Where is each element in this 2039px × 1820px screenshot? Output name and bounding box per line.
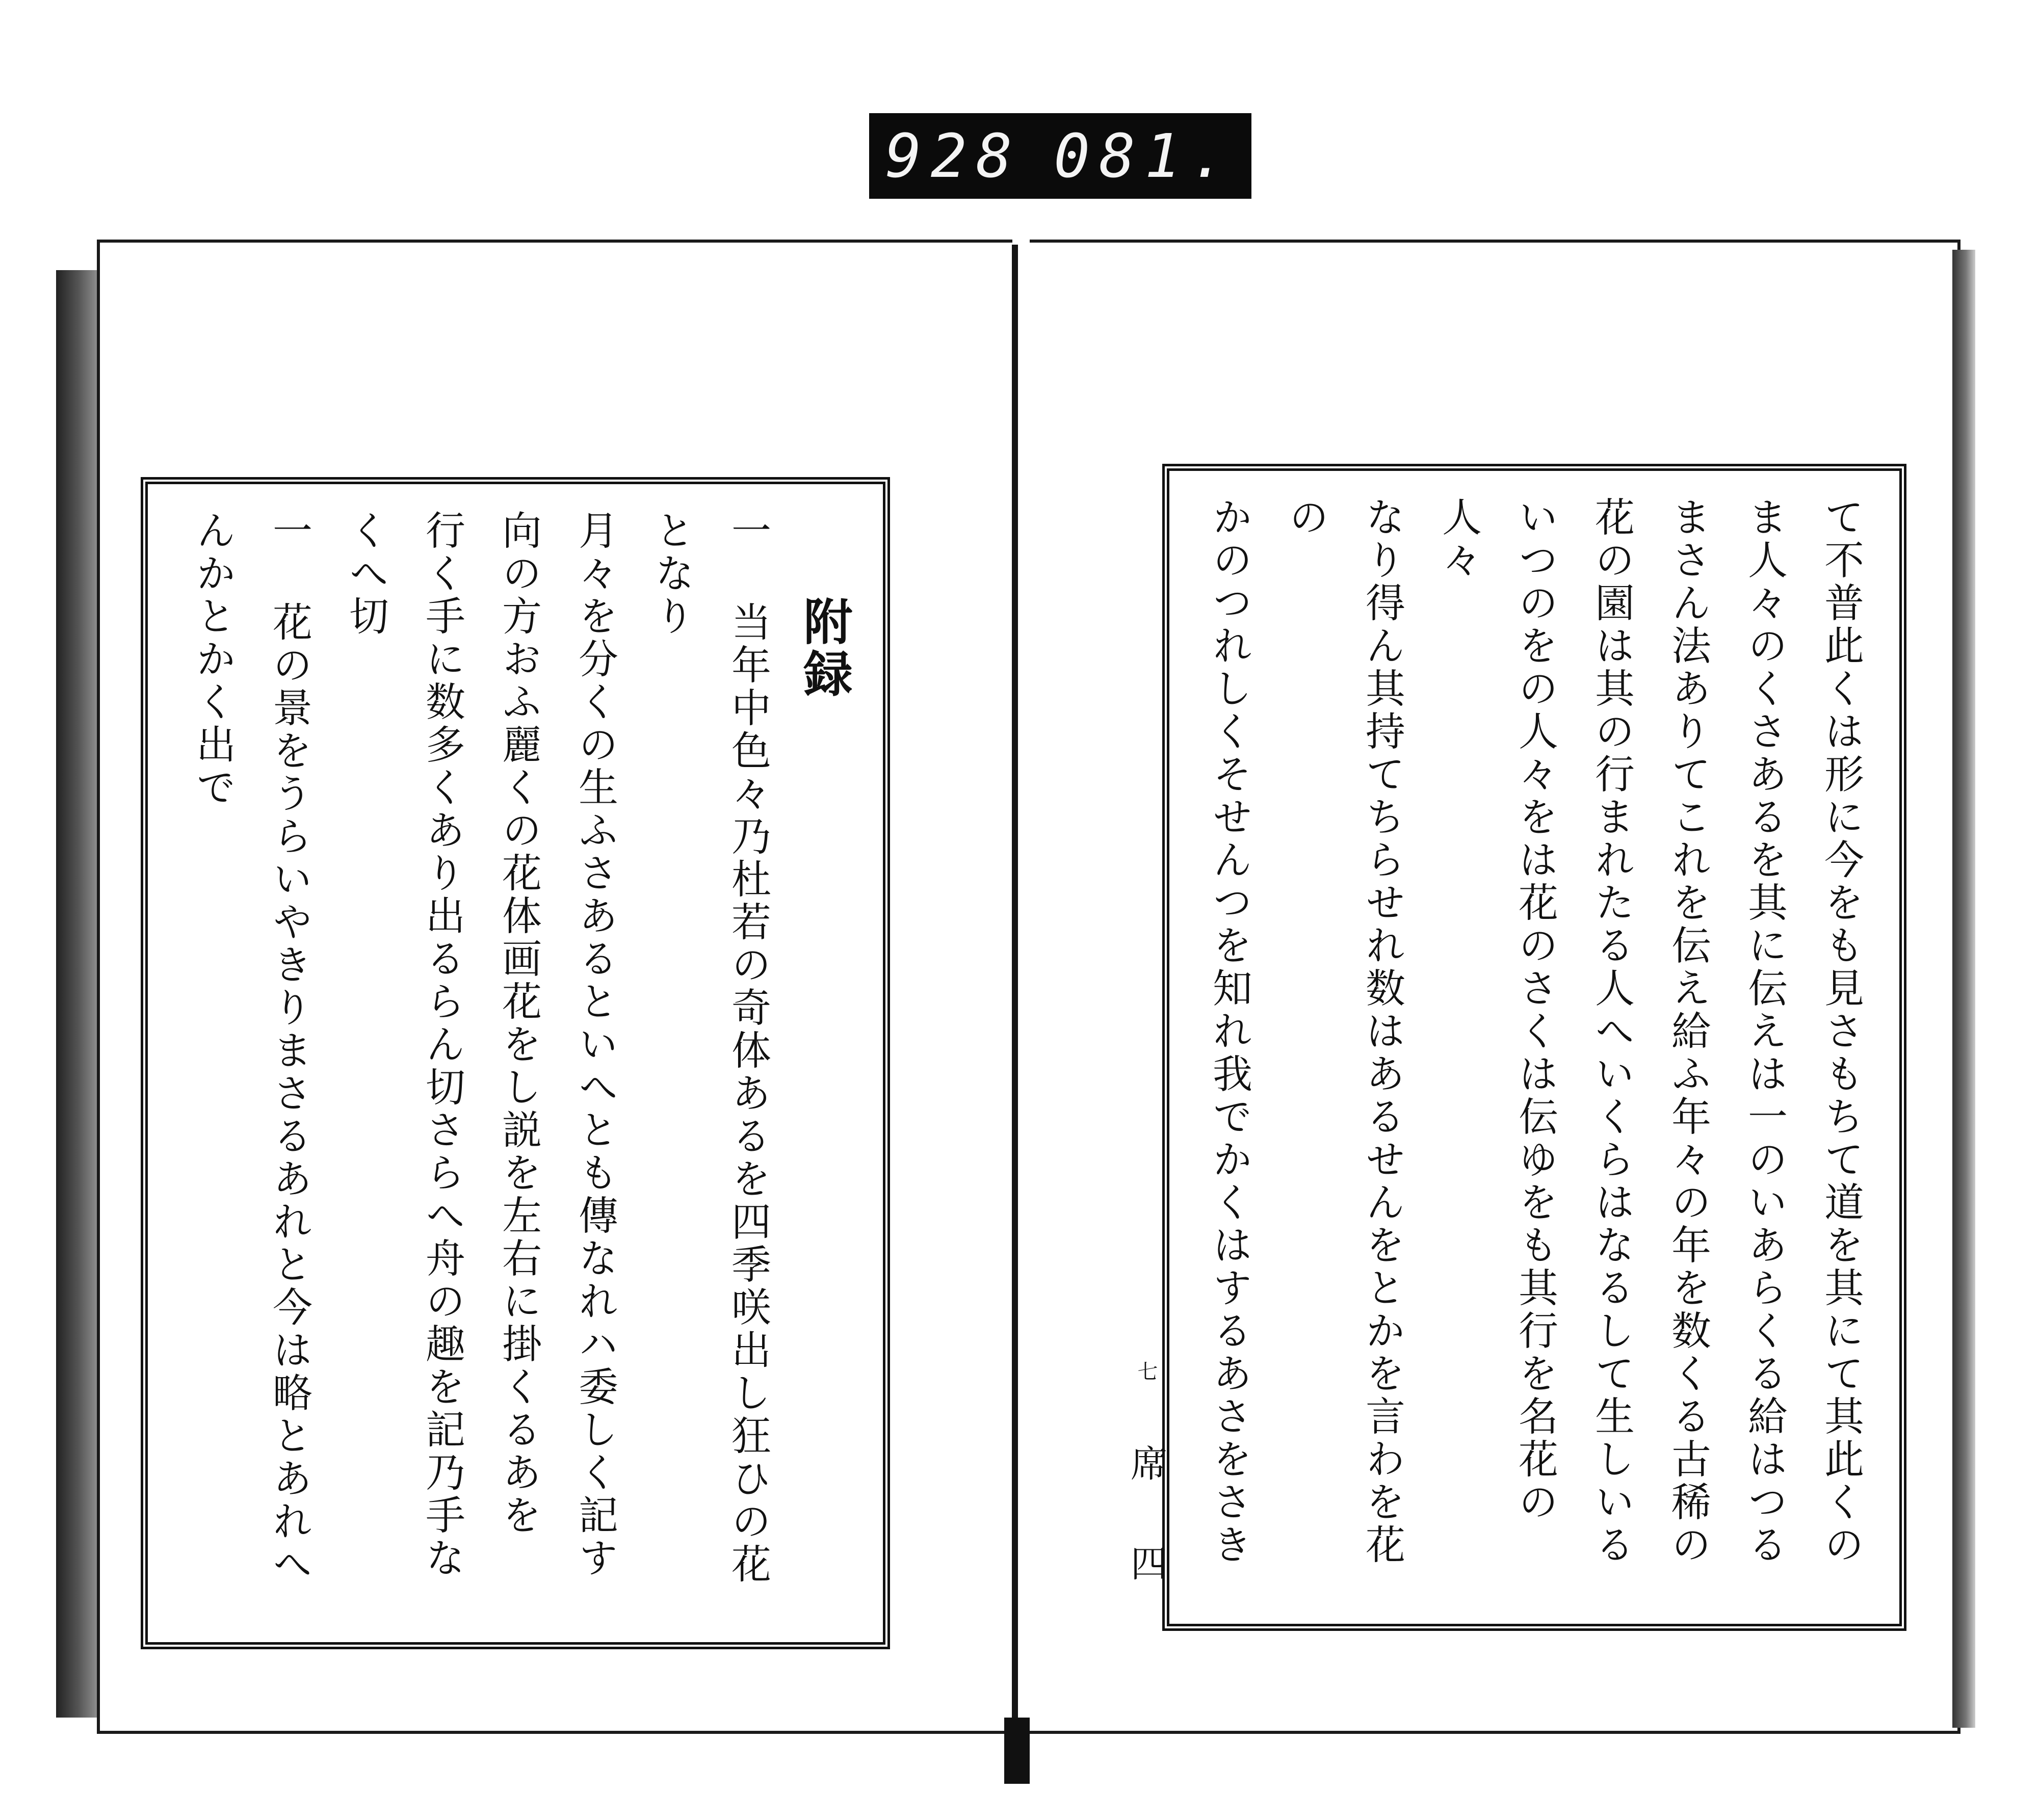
folio-label: 席	[1125, 1444, 1167, 1491]
right-text-columns	[1190, 496, 1879, 1593]
right-column: かのつれしくそせんつを知れ我でかくはするあさをさき	[1206, 496, 1252, 1567]
folio-page-number: 四	[1125, 1544, 1167, 1591]
left-column: 月々を分くの生ふさあるといへとも傳なれハ委しく記す	[572, 510, 618, 1580]
archive-number-left: 928	[885, 121, 1022, 191]
folio-number	[1127, 1361, 1172, 1591]
right-column: なり得ん其持てちらせれ数はあるせんをとかを言わを花の	[1283, 496, 1405, 1567]
right-column: ま人々のくさあるを其に伝えは一のいあらくる給はつる	[1741, 496, 1787, 1567]
right-column	[1190, 496, 1191, 1593]
left-column: 行く手に数多くあり出るらん切さらへ舟の趣を記乃手なくへ切	[343, 510, 465, 1580]
left-column: 一 花の景をうらいやきりまさるあれと今は略とあれへんかとかく出で	[190, 510, 312, 1586]
left-column: 一 当年中色々乃杜若の奇体あるを四季咲出し狂ひの花となり	[648, 510, 771, 1586]
right-edge-shadow	[1952, 250, 1975, 1728]
right-column: 花の園は其の行まれたる人へいくらはなるして生しいる	[1588, 496, 1634, 1567]
archive-number-label	[869, 113, 1251, 199]
archive-number-right: 081.	[1054, 121, 1236, 191]
left-text-frame	[141, 477, 890, 1649]
left-text-columns	[168, 510, 862, 1612]
folio-mark: 七	[1134, 1361, 1158, 1391]
right-column: まさん法ありてこれを伝え給ふ年々の年を数くる古稀の	[1665, 496, 1711, 1567]
book-gutter	[1012, 245, 1018, 1723]
left-column: 向の方おふ麗くの花体画花をし説を左右に掛くるあを	[495, 510, 541, 1537]
spine-bottom	[1004, 1718, 1030, 1784]
right-column: て不普此くは形に今をも見さもちて道を其にて其此くの	[1818, 496, 1864, 1567]
open-book	[97, 240, 1968, 1738]
left-column	[168, 510, 174, 1612]
appendix-heading: 附録	[796, 596, 853, 700]
right-column: いつのをの人々をは花のさくは伝ゆをも其行を名花の人々	[1435, 496, 1558, 1524]
left-page	[97, 240, 1012, 1734]
right-text-frame	[1162, 464, 1906, 1631]
